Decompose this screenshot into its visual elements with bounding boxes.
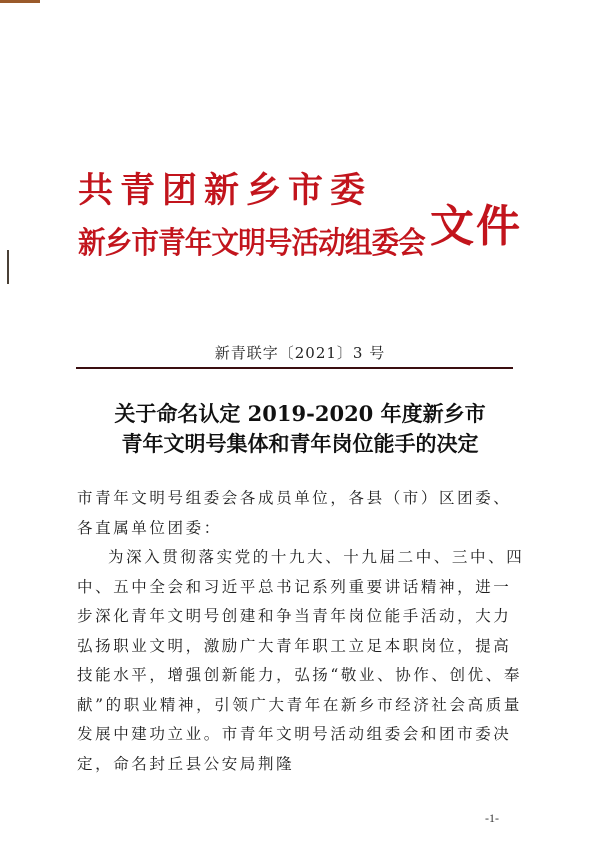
document-title-line-1: 关于命名认定 2019-2020 年度新乡市 — [114, 401, 486, 426]
document-type-label: 文件 — [430, 201, 522, 252]
page-number: -1- — [485, 811, 499, 825]
header-divider-rule — [76, 367, 513, 369]
salutation: 市青年文明号组委会各成员单位，各县（市）区团委、各直属单位团委： — [77, 489, 512, 537]
body-paragraph: 为深入贯彻落实党的十九大、十九届二中、三中、四中、五中全会和习近平总书记系列重要讲话精神，进一步深化青年文明号创建和争当青年岗位能手活动，大力弘扬职业文明，激励广大青年职工立足本职岗位，提高技能水平，增强创新能力，弘扬“敬业、协作、创优、奉献”的职业精神，引领广大青年在新乡市经济社会高质量发展中建功立业。市青年文明号活动组委会和团市委决定，命名封丘县公安局荆隆 — [77, 548, 525, 773]
document-number: 新青联字〔2021〕3 号 — [214, 344, 386, 362]
issuing-org-line-1: 共青团新乡市委 — [78, 170, 373, 211]
issuing-org-line-2: 新乡市青年文明号活动组委会 — [78, 226, 425, 261]
binding-margin-mark — [7, 250, 9, 284]
scan-corner-artifact — [0, 0, 40, 3]
document-title-line-2: 青年文明号集体和青年岗位能手的决定 — [121, 431, 479, 456]
